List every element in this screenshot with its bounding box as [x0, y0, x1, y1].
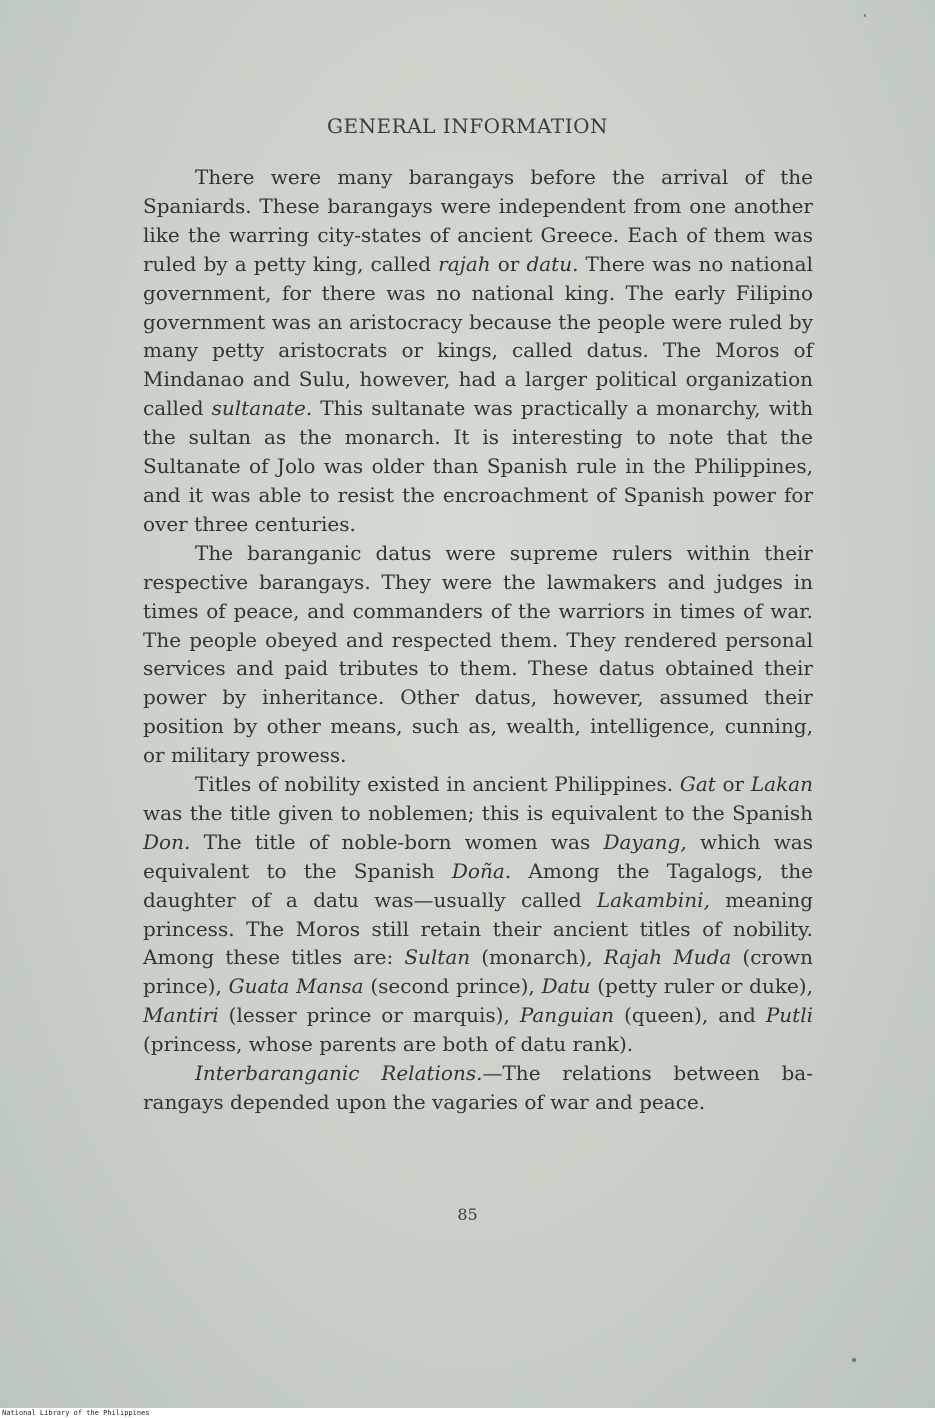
italic-term: Datu [541, 974, 591, 999]
text-run: The baranganic datus were supreme rulers within their respective barangays. They were the lawmakers and judges in times of peace, and commanders of the warriors in times of war. The people obeyed and respected them. They rendered personal services and paid tributes to them. These datus obtained their power by inheritance. Other datus, however, assumed their position by other means, such as, wealth, intelligence, cunning, or military prowess. [143, 540, 813, 768]
text-run: was the title given to noblemen; this is equivalent to the Spanish [143, 800, 813, 825]
text-run: (monarch), [470, 945, 604, 970]
text-run: (lesser prince or marquis), [218, 1003, 520, 1028]
text-run: This sultanate was practically a monarchy, with the sultan as the monarch. It is interesting to note that the Sultanate of Jolo was older than Spanish rule in the Philippines, and it was able to resist the encroachment of Spanish power for over three centuries. [143, 396, 813, 536]
text-run: (second prince), [363, 974, 542, 999]
paragraph [143, 163, 813, 539]
text-run: There was no national government, for there was no national king. The early Filipino government was an aristocracy because the people were ruled by many petty aristocrats or kings, called datus. The Moros of Mindanao and Sulu, however, had a larger political organization called [143, 251, 813, 421]
text-run: (petty ruler or duke), [590, 974, 813, 999]
text-run: (princess, whose parents are both of datu rank). [143, 1032, 634, 1057]
paragraph [143, 770, 813, 1059]
italic-term: sultanate. [211, 396, 313, 421]
text-run: (queen), and [614, 1003, 766, 1028]
text-run: The title of noble-born women was [190, 829, 604, 854]
text-run: or [490, 251, 527, 276]
italic-term: Guata Mansa [228, 974, 364, 999]
text-run: Titles of nobility existed in ancient Philippines. [195, 772, 680, 797]
italic-term: Interbaranganic Relations. [195, 1061, 483, 1086]
page-number: 85 [457, 1205, 478, 1224]
italic-term: rajah [438, 251, 491, 276]
library-credit: National Library of the Philippines [2, 1409, 150, 1417]
paragraph [143, 1059, 813, 1117]
italic-term: Mantiri [143, 1003, 219, 1028]
italic-term: Panguian [519, 1003, 615, 1028]
italic-term: Rajah Muda [603, 945, 732, 970]
text-run: which was equivalent to the Spanish [143, 829, 813, 883]
text-run: meaning princess. The Moros still retain their ancient titles of nobility. Among these titles are: [143, 887, 813, 970]
text-run: or [715, 772, 751, 797]
italic-term: Sultan [404, 945, 471, 970]
paper-speck [864, 14, 866, 17]
italic-term: Putli [765, 1003, 813, 1028]
text-run: Among the Tagalogs, the daughter of a datu was—usually called [143, 858, 813, 912]
italic-term: Lakan [750, 772, 813, 797]
paper-speck [852, 1358, 856, 1362]
italic-term: datu. [526, 251, 579, 276]
text-run: (crown prince), [143, 945, 813, 999]
paragraph [143, 539, 813, 770]
running-head: GENERAL INFORMATION [326, 114, 608, 138]
italic-term: Don. [143, 829, 191, 854]
body-text [143, 163, 813, 1117]
text-run: —The relations between barangays depended upon the vagaries of war and peace. [143, 1061, 813, 1114]
italic-term: Gat [679, 772, 716, 797]
italic-term: Lakambini, [596, 887, 710, 912]
italic-term: Doña. [451, 858, 512, 883]
italic-term: Dayang, [603, 829, 687, 854]
text-run: There were many barangays before the arrival of the Spaniards. These barangays were independent from one another like the warring city-states of ancient Greece. Each of them was ruled by a petty king, called [143, 165, 813, 276]
